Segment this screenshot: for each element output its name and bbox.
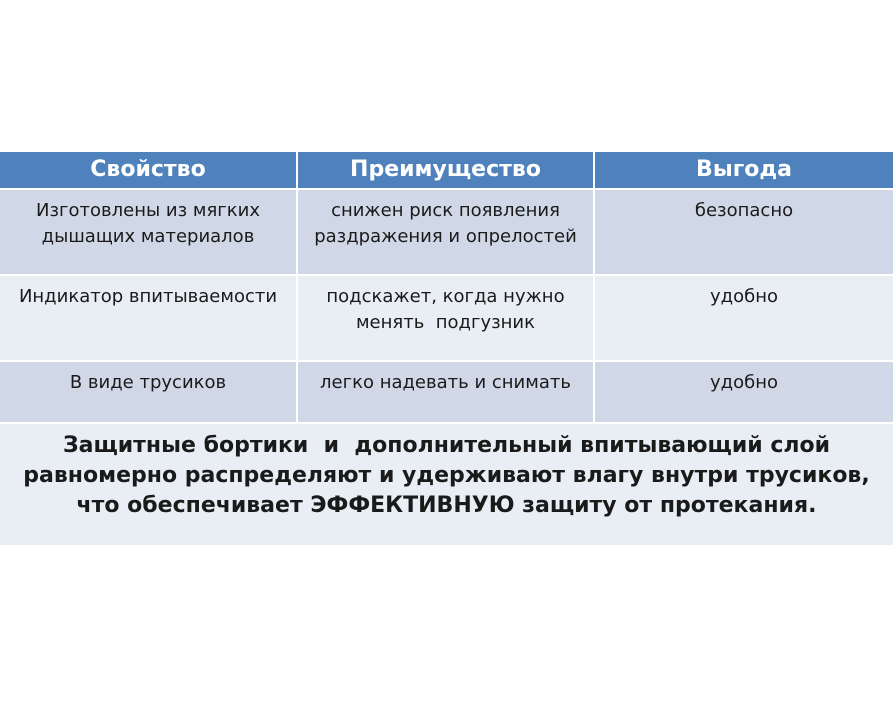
advantage-cell xyxy=(298,190,595,274)
advantage-cell xyxy=(298,276,595,360)
property-line: Изготовлены из мягких xyxy=(36,200,260,221)
advantage-line: подскажет, когда нужно xyxy=(326,286,565,307)
benefit-cell: удобно xyxy=(595,276,893,360)
table-row xyxy=(0,362,893,424)
summary-line: Защитные бортики и дополнительный впитывающий слой xyxy=(62,433,831,458)
property-line: Индикатор впитываемости xyxy=(18,286,278,307)
property-cell xyxy=(0,362,298,422)
summary-line: равномерно распределяют и удерживают влагу внутри трусиков, xyxy=(23,463,870,488)
table-row xyxy=(0,190,893,276)
header-benefit: Выгода xyxy=(595,152,893,188)
property-line: дышащих материалов xyxy=(41,226,255,247)
advantage-line: менять подгузник xyxy=(355,312,536,333)
advantage-cell xyxy=(298,362,595,422)
advantage-line: раздражения и опрелостей xyxy=(314,226,577,247)
advantage-line: снижен риск появления xyxy=(331,200,560,221)
table-header-row xyxy=(0,152,893,190)
property-cell xyxy=(0,276,298,360)
header-property: Свойство xyxy=(0,152,298,188)
comparison-table xyxy=(0,152,893,545)
header-advantage: Преимущество xyxy=(298,152,595,188)
property-cell xyxy=(0,190,298,274)
benefit-cell: безопасно xyxy=(595,190,893,274)
table-row xyxy=(0,276,893,362)
advantage-line: легко надевать и снимать xyxy=(320,372,571,393)
summary-line: что обеспечивает ЭФФЕКТИВНУЮ защиту от протекания. xyxy=(76,493,817,518)
property-line: В виде трусиков xyxy=(69,372,227,393)
summary-row xyxy=(0,424,893,545)
benefit-cell: удобно xyxy=(595,362,893,422)
